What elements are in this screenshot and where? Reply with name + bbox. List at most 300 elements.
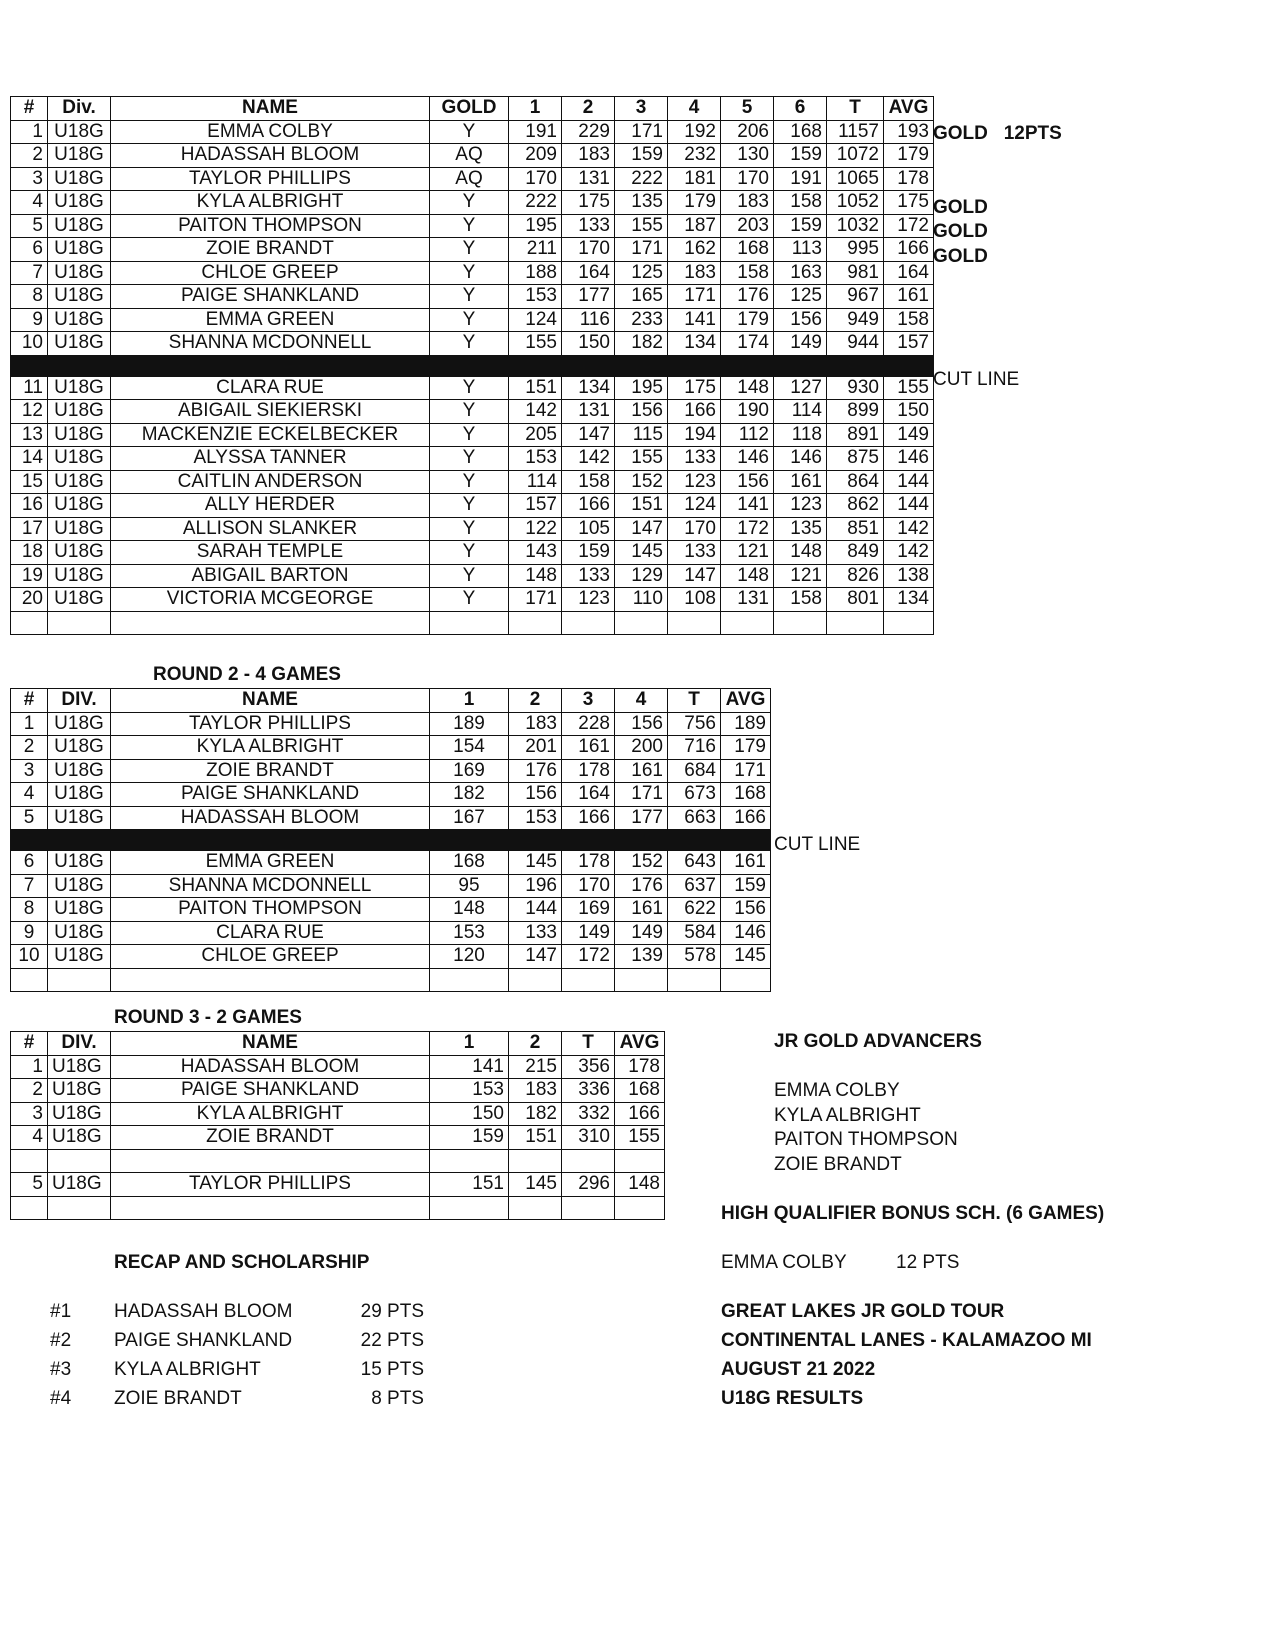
- game-score-cell: 134: [668, 332, 721, 356]
- game-score-cell: 123: [774, 494, 827, 518]
- column-header: DIV.: [48, 689, 111, 713]
- name-cell: EMMA COLBY: [111, 120, 430, 144]
- total-cell: 864: [827, 470, 884, 494]
- name-cell: ZOIE BRANDT: [111, 1126, 430, 1150]
- game-score-cell: 120: [430, 945, 509, 969]
- table-row: [11, 376, 934, 400]
- empty-cell: [668, 611, 721, 635]
- game-score-cell: 168: [721, 238, 774, 262]
- game-score-cell: 171: [668, 285, 721, 309]
- name-cell: [111, 1149, 430, 1173]
- division-cell: U18G: [48, 214, 111, 238]
- game-score-cell: 121: [721, 541, 774, 565]
- table-row: [11, 588, 934, 612]
- table-row: [11, 447, 934, 471]
- total-cell: 584: [668, 921, 721, 945]
- table-row: [11, 214, 934, 238]
- gold-cell: Y: [430, 214, 509, 238]
- game-score-cell: 155: [615, 214, 668, 238]
- cut-line-row: [11, 830, 771, 851]
- column-header: 2: [509, 689, 562, 713]
- total-cell: 684: [668, 759, 721, 783]
- game-score-cell: 131: [721, 588, 774, 612]
- game-score-cell: 191: [774, 167, 827, 191]
- average-cell: 142: [884, 517, 934, 541]
- gold-cell: Y: [430, 470, 509, 494]
- empty-cell: [11, 611, 48, 635]
- average-cell: 161: [721, 851, 771, 875]
- game-score-cell: 164: [562, 783, 615, 807]
- column-header: DIV.: [48, 1032, 111, 1056]
- gold-cell: Y: [430, 517, 509, 541]
- total-cell: 756: [668, 712, 721, 736]
- empty-cell: [430, 968, 509, 992]
- table-row: [11, 806, 771, 830]
- empty-cell: [509, 968, 562, 992]
- rank-cell: 10: [11, 945, 48, 969]
- advancer-name: ZOIE BRANDT: [774, 1153, 902, 1175]
- round3-title: ROUND 3 - 2 GAMES: [114, 1007, 302, 1028]
- table-row: [11, 783, 771, 807]
- game-score-cell: 159: [615, 144, 668, 168]
- game-score-cell: 114: [509, 470, 562, 494]
- recap-name: PAIGE SHANKLAND: [114, 1330, 293, 1351]
- recap-points: 29 PTS: [360, 1301, 424, 1322]
- event-line-4: U18G RESULTS: [721, 1388, 864, 1409]
- empty-cell: [509, 611, 562, 635]
- column-header: #: [11, 97, 48, 121]
- name-cell: HADASSAH BLOOM: [111, 144, 430, 168]
- game-score-cell: 170: [668, 517, 721, 541]
- division-cell: U18G: [48, 874, 111, 898]
- average-cell: 148: [615, 1173, 665, 1197]
- table-row: [11, 1149, 665, 1173]
- table-row: [11, 541, 934, 565]
- game-score-cell: 142: [509, 400, 562, 424]
- division-cell: U18G: [48, 494, 111, 518]
- table-row: [11, 874, 771, 898]
- game-score-cell: 158: [721, 261, 774, 285]
- division-cell: U18G: [48, 470, 111, 494]
- average-cell: 150: [884, 400, 934, 424]
- high-qualifier-pts: 12 PTS: [896, 1252, 960, 1273]
- game-score-cell: 170: [721, 167, 774, 191]
- game-score-cell: 222: [615, 167, 668, 191]
- game-score-cell: 196: [509, 874, 562, 898]
- name-cell: ZOIE BRANDT: [111, 238, 430, 262]
- game-score-cell: 179: [668, 191, 721, 215]
- game-score-cell: 211: [509, 238, 562, 262]
- rank-cell: 4: [11, 783, 48, 807]
- gold-cell: AQ: [430, 167, 509, 191]
- game-score-cell: 151: [509, 376, 562, 400]
- empty-cell: [884, 611, 934, 635]
- game-score-cell: 105: [562, 517, 615, 541]
- game-score-cell: 112: [721, 423, 774, 447]
- column-header: GOLD: [430, 97, 509, 121]
- game-score-cell: 133: [509, 921, 562, 945]
- recap-name: HADASSAH BLOOM: [114, 1301, 293, 1322]
- average-cell: 172: [884, 214, 934, 238]
- average-cell: 142: [884, 541, 934, 565]
- game-score-cell: 170: [509, 167, 562, 191]
- column-header: AVG: [615, 1032, 665, 1056]
- game-score-cell: 151: [430, 1173, 509, 1197]
- game-score-cell: 123: [668, 470, 721, 494]
- cut-line-label: CUT LINE: [774, 834, 861, 855]
- empty-cell: [430, 611, 509, 635]
- event-line-1: GREAT LAKES JR GOLD TOUR: [721, 1301, 1005, 1322]
- column-header: T: [827, 97, 884, 121]
- game-score-cell: 178: [562, 759, 615, 783]
- recap-place: #2: [50, 1330, 72, 1351]
- table-row: [11, 238, 934, 262]
- name-cell: CHLOE GREEP: [111, 945, 430, 969]
- advancer-name: KYLA ALBRIGHT: [774, 1104, 921, 1126]
- total-cell: 949: [827, 308, 884, 332]
- game-score-cell: 171: [615, 238, 668, 262]
- game-score-cell: 131: [562, 400, 615, 424]
- game-score-cell: 125: [615, 261, 668, 285]
- name-cell: PAITON THOMPSON: [111, 214, 430, 238]
- game-score-cell: 135: [774, 517, 827, 541]
- division-cell: U18G: [48, 1126, 111, 1150]
- division-cell: U18G: [48, 712, 111, 736]
- division-cell: U18G: [48, 564, 111, 588]
- high-qualifier-name: EMMA COLBY: [721, 1252, 847, 1273]
- game-score-cell: 118: [774, 423, 827, 447]
- rank-cell: 7: [11, 874, 48, 898]
- rank-cell: 15: [11, 470, 48, 494]
- column-header: NAME: [111, 1032, 430, 1056]
- gold-cell: Y: [430, 120, 509, 144]
- table-row: [11, 400, 934, 424]
- name-cell: PAITON THOMPSON: [111, 898, 430, 922]
- column-header: 4: [668, 97, 721, 121]
- game-score-cell: 189: [430, 712, 509, 736]
- game-score-cell: 153: [430, 1079, 509, 1103]
- game-score-cell: 228: [562, 712, 615, 736]
- total-cell: 1052: [827, 191, 884, 215]
- cut-line-bar: [11, 355, 934, 376]
- total-cell: 801: [827, 588, 884, 612]
- game-score-cell: 215: [509, 1055, 562, 1079]
- name-cell: PAIGE SHANKLAND: [111, 1079, 430, 1103]
- game-score-cell: 155: [615, 447, 668, 471]
- game-score-cell: 166: [562, 494, 615, 518]
- rank-cell: 5: [11, 1173, 48, 1197]
- game-score-cell: 149: [562, 921, 615, 945]
- game-score-cell: 194: [668, 423, 721, 447]
- advancer-name: EMMA COLBY: [774, 1080, 900, 1101]
- game-score-cell: 153: [509, 285, 562, 309]
- empty-cell: [562, 1196, 615, 1220]
- game-score-cell: 150: [562, 332, 615, 356]
- table-row: [11, 945, 771, 969]
- average-cell: 178: [884, 167, 934, 191]
- game-score-cell: 116: [562, 308, 615, 332]
- division-cell: U18G: [48, 851, 111, 875]
- average-cell: 144: [884, 470, 934, 494]
- game-score-cell: 148: [774, 541, 827, 565]
- game-score-cell: 161: [615, 898, 668, 922]
- column-header: #: [11, 1032, 48, 1056]
- gold-cell: Y: [430, 191, 509, 215]
- game-score-cell: 163: [774, 261, 827, 285]
- total-cell: 332: [562, 1102, 615, 1126]
- game-score-cell: 158: [774, 588, 827, 612]
- game-score-cell: 131: [562, 167, 615, 191]
- total-cell: 891: [827, 423, 884, 447]
- column-header: 2: [509, 1032, 562, 1056]
- game-score-cell: 177: [615, 806, 668, 830]
- division-cell: U18G: [48, 517, 111, 541]
- column-header: 4: [615, 689, 668, 713]
- table-row: [11, 1102, 665, 1126]
- name-cell: HADASSAH BLOOM: [111, 1055, 430, 1079]
- game-score-cell: 152: [615, 851, 668, 875]
- game-score-cell: 151: [615, 494, 668, 518]
- total-cell: 1065: [827, 167, 884, 191]
- game-score-cell: 183: [721, 191, 774, 215]
- event-line-3: AUGUST 21 2022: [721, 1359, 876, 1380]
- table-row: [11, 120, 934, 144]
- recap-points: 15 PTS: [360, 1359, 424, 1380]
- game-score-cell: 149: [615, 921, 668, 945]
- gold-cell: Y: [430, 308, 509, 332]
- total-cell: 637: [668, 874, 721, 898]
- total-cell: 995: [827, 238, 884, 262]
- total-cell: 578: [668, 945, 721, 969]
- round2-title: ROUND 2 - 4 GAMES: [153, 664, 341, 685]
- rank-cell: 6: [11, 851, 48, 875]
- empty-cell: [721, 611, 774, 635]
- average-cell: 146: [721, 921, 771, 945]
- division-cell: U18G: [48, 167, 111, 191]
- division-cell: U18G: [48, 447, 111, 471]
- empty-cell: [11, 968, 48, 992]
- rank-cell: 19: [11, 564, 48, 588]
- name-cell: CAITLIN ANDERSON: [111, 470, 430, 494]
- table-row: [11, 921, 771, 945]
- game-score-cell: 192: [668, 120, 721, 144]
- game-score-cell: 190: [721, 400, 774, 424]
- game-score-cell: 148: [430, 898, 509, 922]
- name-cell: HADASSAH BLOOM: [111, 806, 430, 830]
- name-cell: CLARA RUE: [111, 921, 430, 945]
- game-score-cell: 147: [615, 517, 668, 541]
- game-score-cell: 176: [615, 874, 668, 898]
- empty-cell: [615, 1196, 665, 1220]
- rank-cell: 16: [11, 494, 48, 518]
- game-score-cell: 195: [509, 214, 562, 238]
- rank-cell: 11: [11, 376, 48, 400]
- total-cell: 296: [562, 1173, 615, 1197]
- game-score-cell: 178: [562, 851, 615, 875]
- column-header: 3: [615, 97, 668, 121]
- table-row: [11, 898, 771, 922]
- game-score-cell: 156: [509, 783, 562, 807]
- game-score-cell: 134: [562, 376, 615, 400]
- game-score-cell: 159: [430, 1126, 509, 1150]
- rank-cell: 18: [11, 541, 48, 565]
- game-score-cell: 182: [615, 332, 668, 356]
- high-qualifier-title: HIGH QUALIFIER BONUS SCH. (6 GAMES): [721, 1203, 1105, 1224]
- game-score-cell: 156: [721, 470, 774, 494]
- game-score-cell: 110: [615, 588, 668, 612]
- event-line-2: CONTINENTAL LANES - KALAMAZOO MI: [721, 1330, 1092, 1351]
- gold-note: GOLD: [933, 196, 988, 218]
- gold-note: GOLD 12PTS: [933, 123, 1062, 144]
- division-cell: U18G: [48, 285, 111, 309]
- division-cell: U18G: [48, 921, 111, 945]
- average-cell: 179: [721, 736, 771, 760]
- rank-cell: 1: [11, 1055, 48, 1079]
- game-score-cell: [509, 1149, 562, 1173]
- name-cell: ALYSSA TANNER: [111, 447, 430, 471]
- division-cell: U18G: [48, 191, 111, 215]
- game-score-cell: 176: [721, 285, 774, 309]
- game-score-cell: 181: [668, 167, 721, 191]
- rank-cell: 3: [11, 167, 48, 191]
- average-cell: 164: [884, 261, 934, 285]
- column-header: 2: [562, 97, 615, 121]
- table-row: [11, 736, 771, 760]
- total-cell: 1157: [827, 120, 884, 144]
- total-cell: 862: [827, 494, 884, 518]
- gold-cell: Y: [430, 332, 509, 356]
- game-score-cell: 161: [774, 470, 827, 494]
- total-cell: 930: [827, 376, 884, 400]
- game-score-cell: 168: [430, 851, 509, 875]
- average-cell: 138: [884, 564, 934, 588]
- game-score-cell: 113: [774, 238, 827, 262]
- total-cell: 826: [827, 564, 884, 588]
- average-cell: 144: [884, 494, 934, 518]
- name-cell: VICTORIA MCGEORGE: [111, 588, 430, 612]
- gold-note: GOLD: [933, 246, 988, 267]
- game-score-cell: 170: [562, 238, 615, 262]
- name-cell: SHANNA MCDONNELL: [111, 874, 430, 898]
- game-score-cell: 222: [509, 191, 562, 215]
- table-row: [11, 261, 934, 285]
- total-cell: 663: [668, 806, 721, 830]
- average-cell: 171: [721, 759, 771, 783]
- total-cell: 622: [668, 898, 721, 922]
- rank-cell: 5: [11, 214, 48, 238]
- game-score-cell: 154: [430, 736, 509, 760]
- division-cell: [48, 1149, 111, 1173]
- game-score-cell: 169: [430, 759, 509, 783]
- game-score-cell: 187: [668, 214, 721, 238]
- division-cell: U18G: [48, 541, 111, 565]
- game-score-cell: 183: [509, 1079, 562, 1103]
- game-score-cell: 166: [668, 400, 721, 424]
- game-score-cell: 233: [615, 308, 668, 332]
- total-cell: 967: [827, 285, 884, 309]
- division-cell: U18G: [48, 1055, 111, 1079]
- game-score-cell: 195: [615, 376, 668, 400]
- gold-cell: Y: [430, 588, 509, 612]
- name-cell: KYLA ALBRIGHT: [111, 191, 430, 215]
- game-score-cell: 129: [615, 564, 668, 588]
- average-cell: 134: [884, 588, 934, 612]
- total-cell: 875: [827, 447, 884, 471]
- name-cell: CHLOE GREEP: [111, 261, 430, 285]
- empty-cell: [48, 611, 111, 635]
- column-header: T: [562, 1032, 615, 1056]
- gold-cell: AQ: [430, 144, 509, 168]
- division-cell: U18G: [48, 332, 111, 356]
- game-score-cell: 168: [774, 120, 827, 144]
- game-score-cell: 121: [774, 564, 827, 588]
- division-cell: U18G: [48, 120, 111, 144]
- game-score-cell: 141: [668, 308, 721, 332]
- rank-cell: 2: [11, 144, 48, 168]
- game-score-cell: 209: [509, 144, 562, 168]
- game-score-cell: 206: [721, 120, 774, 144]
- average-cell: 159: [721, 874, 771, 898]
- game-score-cell: 205: [509, 423, 562, 447]
- division-cell: U18G: [48, 588, 111, 612]
- game-score-cell: 157: [509, 494, 562, 518]
- game-score-cell: 232: [668, 144, 721, 168]
- column-header: 1: [509, 97, 562, 121]
- game-score-cell: 172: [562, 945, 615, 969]
- table-row: [11, 332, 934, 356]
- rank-cell: 6: [11, 238, 48, 262]
- game-score-cell: 146: [721, 447, 774, 471]
- game-score-cell: 164: [562, 261, 615, 285]
- name-cell: PAIGE SHANKLAND: [111, 783, 430, 807]
- rank-cell: 2: [11, 1079, 48, 1103]
- table-row: [11, 759, 771, 783]
- recap-points: 22 PTS: [360, 1330, 424, 1351]
- game-score-cell: 176: [509, 759, 562, 783]
- recap-place: #3: [50, 1359, 72, 1380]
- name-cell: ABIGAIL BARTON: [111, 564, 430, 588]
- division-cell: U18G: [48, 1079, 111, 1103]
- total-cell: 1072: [827, 144, 884, 168]
- game-score-cell: 172: [721, 517, 774, 541]
- column-header: NAME: [111, 97, 430, 121]
- name-cell: PAIGE SHANKLAND: [111, 285, 430, 309]
- empty-cell: [721, 968, 771, 992]
- game-score-cell: 135: [615, 191, 668, 215]
- game-score-cell: 179: [721, 308, 774, 332]
- round1-table: [10, 96, 934, 635]
- gold-cell: Y: [430, 285, 509, 309]
- game-score-cell: 182: [509, 1102, 562, 1126]
- round1-header-row: [11, 97, 934, 121]
- division-cell: U18G: [48, 759, 111, 783]
- rank-cell: [11, 1149, 48, 1173]
- average-cell: 157: [884, 332, 934, 356]
- name-cell: ZOIE BRANDT: [111, 759, 430, 783]
- advancers-title: JR GOLD ADVANCERS: [774, 1031, 982, 1052]
- rank-cell: 9: [11, 308, 48, 332]
- total-cell: 356: [562, 1055, 615, 1079]
- division-cell: U18G: [48, 783, 111, 807]
- rank-cell: 4: [11, 191, 48, 215]
- name-cell: SHANNA MCDONNELL: [111, 332, 430, 356]
- game-score-cell: 183: [562, 144, 615, 168]
- table-row: [11, 494, 934, 518]
- game-score-cell: 183: [509, 712, 562, 736]
- gold-cell: Y: [430, 423, 509, 447]
- gold-cell: Y: [430, 494, 509, 518]
- total-cell: 1032: [827, 214, 884, 238]
